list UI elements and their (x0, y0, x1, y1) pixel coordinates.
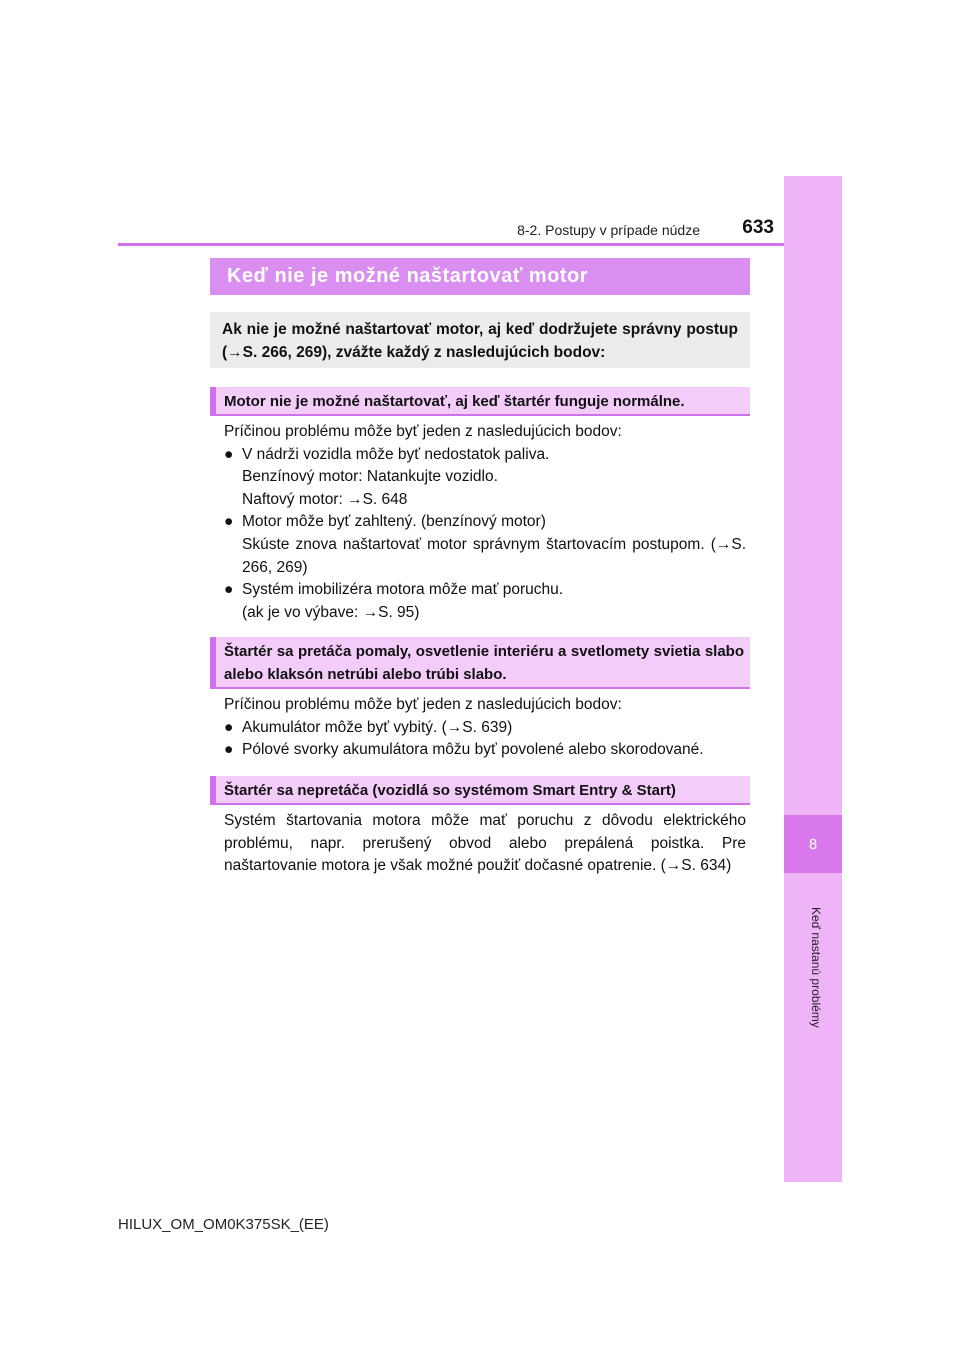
section-heading-2: Štartér sa pretáča pomaly, osvetlenie interiéru a svetlomety svietia slabo alebo klaksón netrúbi alebo trúbi slabo. (210, 637, 750, 689)
section-heading-3: Štartér sa nepretáča (vozidlá so systémom Smart Entry & Start) (210, 776, 750, 805)
page-number: 633 (742, 217, 774, 238)
bullet-icon: ● (224, 445, 234, 463)
intro-box: Ak nie je možné naštartovať motor, aj keď dodržujete správny postup (→S. 266, 269), zvážte každý z nasledujúcich bodov: (210, 312, 750, 368)
bullet-text: Naftový motor: →S. 648 (242, 490, 408, 508)
page-title: Keď nie je možné naštartovať motor (210, 258, 750, 295)
list-item (224, 511, 746, 579)
chapter-number: 8 (808, 835, 818, 853)
bullet-text: Systém imobilizéra motora môže mať poruchu. (242, 581, 564, 599)
list-item (224, 739, 746, 762)
header-divider (118, 243, 784, 246)
chapter-side-tab (784, 176, 842, 1182)
section-lead: Príčinou problému môže byť jeden z nasledujúcich bodov: (224, 423, 622, 440)
bullet-text: Pólové svorky akumulátora môžu byť povolené alebo skorodované. (242, 741, 704, 759)
bullet-text: V nádrži vozidla môže byť nedostatok paliva. (242, 445, 550, 463)
bullet-text: Skúste znova naštartovať motor správnym štartovacím postupom. (→S. 266, 269) (242, 535, 746, 576)
section-body-2 (224, 694, 746, 762)
list-item (224, 717, 746, 740)
list-item (224, 444, 746, 512)
header-section-title: 8-2. Postupy v prípade núdze (517, 222, 700, 238)
bullet-icon: ● (224, 581, 234, 599)
section-lead: Príčinou problému môže byť jeden z nasledujúcich bodov: (224, 696, 622, 713)
section-body-1 (224, 421, 746, 624)
document-footer-code: HILUX_OM_OM0K375SK_(EE) (118, 1216, 329, 1233)
bullet-text: (ak je vo výbave: →S. 95) (242, 603, 420, 621)
bullet-text: Akumulátor môže byť vybitý. (→S. 639) (242, 718, 513, 736)
bullet-text: Motor môže byť zahltený. (benzínový motor) (242, 513, 546, 531)
bullet-text: Benzínový motor: Natankujte vozidlo. (242, 468, 498, 486)
section-text: Systém štartovania motora môže mať poruchu z dôvodu elektrického problému, napr. prerušený obvod alebo prepálená poistka. Pre naštartovanie motora je však možné použiť dočasné opatrenie. (→S. 634) (224, 812, 746, 875)
chapter-label: Keď nastanú problémy (809, 907, 823, 1028)
section-heading-1: Motor nie je možné naštartovať, aj keď štartér funguje normálne. (210, 387, 750, 416)
list-item (224, 579, 746, 624)
bullet-icon: ● (224, 513, 234, 531)
section-body-3 (224, 810, 746, 878)
bullet-icon: ● (224, 718, 234, 736)
chapter-number-tab (784, 815, 842, 873)
bullet-icon: ● (224, 741, 234, 759)
